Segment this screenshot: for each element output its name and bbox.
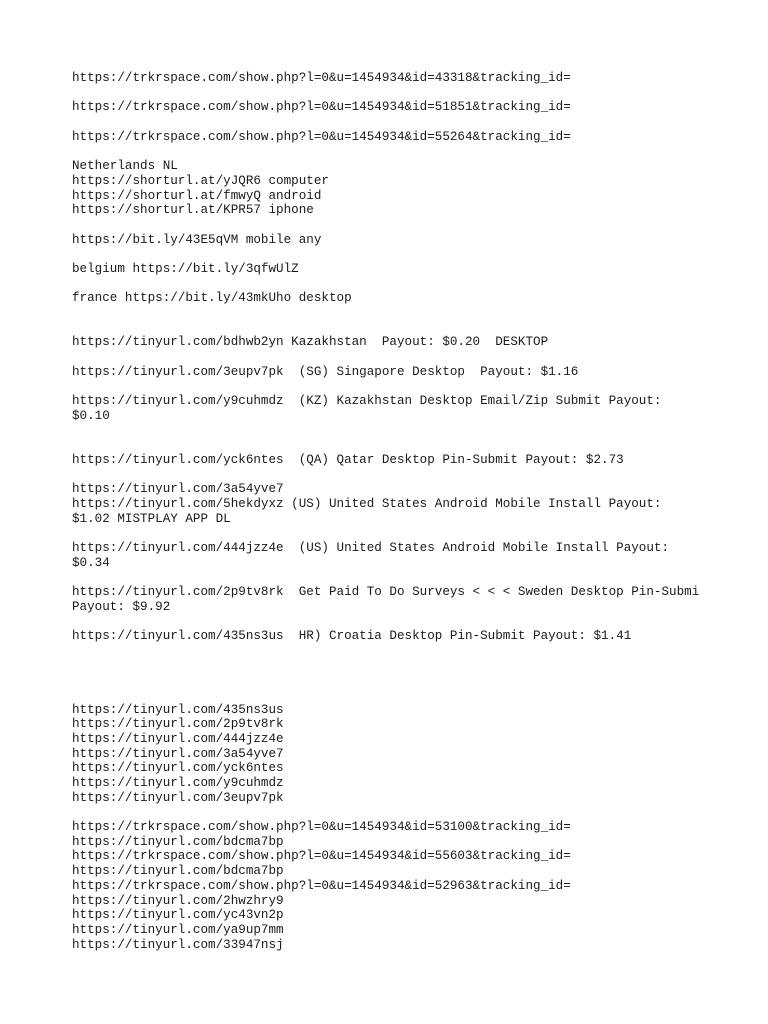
text-line: https://tinyurl.com/yck6ntes (QA) Qatar Desktop Pin-Submit Payout: $2.73 <box>72 452 624 467</box>
text-line <box>72 306 762 321</box>
text-line <box>72 218 762 233</box>
text-line <box>72 673 762 688</box>
text-line: Payout: $9.92 <box>72 599 171 614</box>
text-line: https://tinyurl.com/3eupv7pk <box>72 790 284 805</box>
text-line <box>72 688 762 703</box>
text-line <box>72 424 762 439</box>
text-line <box>72 614 762 629</box>
text-line: https://trkrspace.com/show.php?l=0&u=1454934&id=51851&tracking_id= <box>72 100 571 115</box>
text-line <box>72 644 762 659</box>
text-line: https://tinyurl.com/435ns3us HR) Croatia Desktop Pin-Submit Payout: $1.41 <box>72 629 632 644</box>
text-line: $1.02 MISTPLAY APP DL <box>72 511 231 526</box>
text-line <box>72 805 762 820</box>
text-line: https://shorturl.at/yJQR6 computer <box>72 173 329 188</box>
text-line: https://trkrspace.com/show.php?l=0&u=1454934&id=53100&tracking_id= <box>72 820 571 835</box>
text-line: https://tinyurl.com/2p9tv8rk Get Paid To Do Surveys < < < Sweden Desktop Pin-Submi <box>72 585 700 600</box>
text-line <box>72 468 762 483</box>
text-line: https://trkrspace.com/show.php?l=0&u=1454934&id=55264&tracking_id= <box>72 129 571 144</box>
text-line: https://tinyurl.com/435ns3us <box>72 702 284 717</box>
text-line: https://tinyurl.com/bdcma7bp <box>72 864 284 879</box>
document-body <box>72 71 762 952</box>
text-line: https://trkrspace.com/show.php?l=0&u=1454934&id=43318&tracking_id= <box>72 71 571 85</box>
text-line: https://tinyurl.com/33947nsj <box>72 937 284 952</box>
text-line: france https://bit.ly/43mkUho desktop <box>72 291 352 306</box>
text-line: Netherlands NL <box>72 159 178 174</box>
text-line: $0.34 <box>72 555 110 570</box>
text-line <box>72 247 762 262</box>
text-line: https://tinyurl.com/2p9tv8rk <box>72 717 284 732</box>
text-line: https://trkrspace.com/show.php?l=0&u=1454934&id=55603&tracking_id= <box>72 849 571 864</box>
text-line: https://shorturl.at/fmwyQ android <box>72 188 322 203</box>
text-line: https://tinyurl.com/444jzz4e (US) United States Android Mobile Install Payout: <box>72 541 670 555</box>
text-line: https://tinyurl.com/y9cuhmdz (KZ) Kazakhstan Desktop Email/Zip Submit Payout: <box>72 394 662 409</box>
text-line <box>72 115 762 130</box>
text-line: $0.10 <box>72 408 110 423</box>
text-line: belgium https://bit.ly/3qfwUlZ <box>72 261 299 276</box>
text-line: https://tinyurl.com/bdcma7bp <box>72 834 284 849</box>
text-line: https://trkrspace.com/show.php?l=0&u=1454934&id=52963&tracking_id= <box>72 878 571 893</box>
text-line: https://tinyurl.com/3a54yve7 <box>72 746 284 761</box>
text-line: https://tinyurl.com/ya9up7mm <box>72 922 284 937</box>
text-line <box>72 144 762 159</box>
text-line: https://tinyurl.com/bdhwb2yn Kazakhstan Payout: $0.20 DESKTOP <box>72 335 549 350</box>
text-line <box>72 570 762 585</box>
text-line: https://tinyurl.com/yck6ntes <box>72 761 284 776</box>
text-line: https://tinyurl.com/3a54yve7 <box>72 482 284 497</box>
text-line <box>72 379 762 394</box>
text-line: https://shorturl.at/KPR57 iphone <box>72 203 314 218</box>
text-line <box>72 526 762 541</box>
text-line: https://tinyurl.com/3eupv7pk (SG) Singapore Desktop Payout: $1.16 <box>72 364 579 379</box>
text-line <box>72 659 762 674</box>
text-line <box>72 350 762 365</box>
text-line <box>72 438 762 453</box>
text-line <box>72 321 762 336</box>
text-line: https://tinyurl.com/yc43vn2p <box>72 908 284 923</box>
text-line: https://tinyurl.com/y9cuhmdz <box>72 776 284 790</box>
text-line: https://tinyurl.com/5hekdyxz (US) United States Android Mobile Install Payout: <box>72 496 662 511</box>
text-line: https://tinyurl.com/2hwzhry9 <box>72 893 284 908</box>
text-line: https://bit.ly/43E5qVM mobile any <box>72 232 322 247</box>
text-line: https://tinyurl.com/444jzz4e <box>72 731 284 746</box>
text-line <box>72 86 762 101</box>
text-line <box>72 277 762 292</box>
